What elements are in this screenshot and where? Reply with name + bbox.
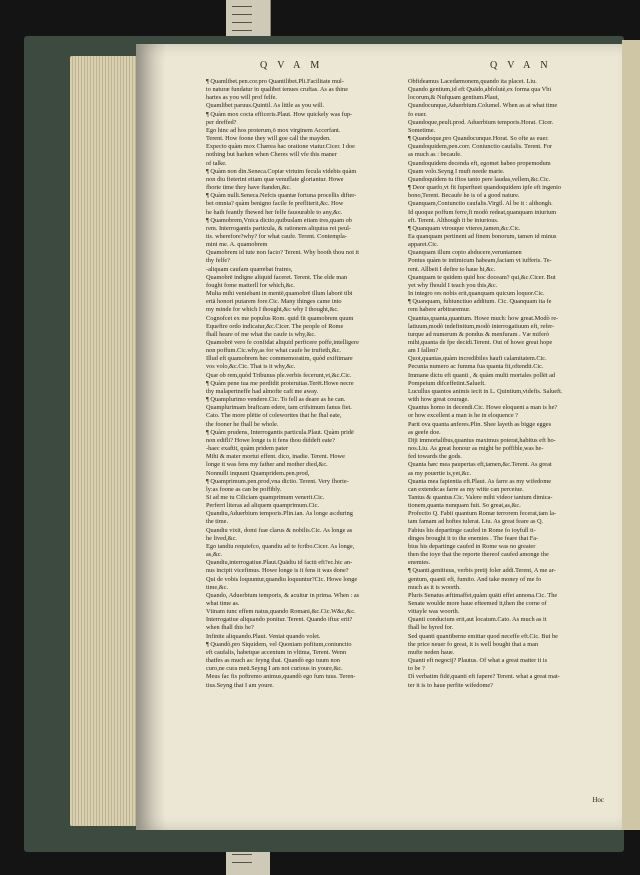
text-line: Sometime. xyxy=(408,126,436,134)
text-line: thatfes as much as: feyng that. Quandò ego tuum non xyxy=(206,657,340,665)
text-line: rent. Allbeit I defire to haue hi,&c. xyxy=(408,265,496,273)
text-line: per dreffed? xyxy=(206,118,237,126)
text-line: Quando, Aduerbium temporis, & acuitur in prima. When : as xyxy=(206,591,360,599)
text-line: Quando gentium,id eft Quādo,abfolutè,ex forma qua Vbi xyxy=(408,86,552,94)
text-line: bius his departinge caufed in Rome was no greater xyxy=(408,542,536,550)
text-line: vos volo,&c.Cic. That is it why,&c. xyxy=(206,363,296,371)
text-line: Infinite aliquando.Plaut. Veniat quando volet. xyxy=(206,632,321,640)
running-header-left: QVAM xyxy=(260,60,330,71)
text-line: Cato. The more plētie of coleworttes that he fhal eate, xyxy=(206,412,342,420)
text-line: Quamplurimam braficam edere, tam crifsimum fanus fiet. xyxy=(206,404,352,412)
text-line: fed towards the gods. xyxy=(408,453,462,461)
text-line: Pecunia numero ac fumma fua quanta fit,oftendit.Cic. xyxy=(408,363,544,371)
text-line: latiuum,modò indefinitum,modò interrogatiuum eft, refer- xyxy=(408,322,555,330)
text-line: much as it is woorth. xyxy=(408,583,461,591)
text-line: the time. xyxy=(206,518,229,526)
text-line: Quantus,quanta,quantum. Howe much: how great.Modò re- xyxy=(408,314,559,322)
text-line: Quot,quantas,quàm incredibiles hauft calamitatem.Cic. xyxy=(408,355,547,363)
text-line: Expecto quàm mox Chærea hac oratione vtatur.Cicer. I doe xyxy=(206,143,355,151)
text-line: yet why fhould I teach you this,&c. xyxy=(408,281,498,289)
text-line: thy malapertneffe had almofte caft me away. xyxy=(206,387,319,395)
text-line: ¶ Deor quæfo,vt fit fuperfteet quandoquidem ipfe eft ingenio xyxy=(408,184,562,192)
text-line: ¶ Quandò,pro Siquidem, vel Quoniam pofitum,coniunctio xyxy=(206,640,352,648)
text-line: ly:as foone as can be poffibly. xyxy=(206,485,282,493)
text-line: Profectio Q. Fabii quantum Romæ terrorem fecerat,tam la- xyxy=(408,510,557,518)
text-line: ¶ Quàm pene tua me perdidit proteruitas.Terēt.Howe necre xyxy=(206,379,354,387)
text-line: fo euer. xyxy=(408,110,427,118)
text-line: Quandoquidem,pen.corr. Coniunctio caufalis. Terent. For xyxy=(408,143,553,151)
text-line: eft caufalis, habetque accentum in vltima, Terent. Wenn xyxy=(206,648,347,656)
text-line: ¶ Quanquam, fubiunctiuo additum. Cic. Quanquam ita fe xyxy=(408,298,552,306)
text-line: Ea quanquam pertinent ad finem bonorum, tamen id minus xyxy=(408,232,557,240)
text-line: Lucullus quantos animis iecit in L. Quintium,videfis. Salueft. xyxy=(408,387,563,395)
text-line: fought fome matterll for which,&c. xyxy=(206,281,295,289)
text-line: Quanti conducium erit,aut locatum.Cato. As much as it xyxy=(408,616,547,624)
text-line: fhorte time they have ftanden,&c. xyxy=(206,184,291,192)
text-line: curo,ne cura meū.Seyng I am not curious in youre,&c. xyxy=(206,665,343,673)
text-line: Fabius his departinge caufed in Rome fo ioyfull ti- xyxy=(408,526,536,534)
text-line: Quamobrem id tute non facio? Terent. Why booth thou not it xyxy=(206,249,360,257)
text-line: Quandocunque,Aduerbium.Columel. When as at what time xyxy=(408,102,558,110)
text-line: Mihi & mater mortui effent. dico, inadie. Terent. Howe xyxy=(206,453,345,461)
text-line: Nonnulli inquunt Quampridem.pen.prod, xyxy=(206,469,310,477)
page-edges xyxy=(70,56,140,826)
text-line: non poffum.Cic.why,as for what caufe he trufteth,&c. xyxy=(206,347,341,355)
text-line: Quandiu,Aduerbium temporis.Plin.ian. As longe as:during xyxy=(206,510,353,518)
running-header-right: QVAN xyxy=(490,60,558,71)
text-line: Quandiu,interrogatiue.Plaut.Quādiu id factū eft?ec.hic an- xyxy=(206,559,353,567)
text-line: Tantus & quantus.Cic. Valere mihi videor tantum dimica- xyxy=(408,493,553,501)
text-line: Quanta mea fapientia eft.Plaut. As farre as my wifedome xyxy=(408,477,552,485)
text-line: Si ad me tu Ciliciam quamprimum venerit.Cic. xyxy=(206,493,325,501)
text-line: ertā honori putarem fore.Cic. Many thinges came into xyxy=(206,298,342,306)
text-line: tius.Seyng that I am youre. xyxy=(206,681,274,689)
text-line: to naturæ fundatur in qualibet tenues cruftas. As as thine xyxy=(206,86,348,94)
text-line: non diu fieterint etiam quæ venuflate gloriantur. Howe xyxy=(206,175,344,183)
text-line: mihi,quanta de fpe decidi.Terent. Out of howe great hope xyxy=(408,339,553,346)
text-line: gentum, quanti eft, fumito. And take money of me fo xyxy=(408,575,542,583)
text-line: the fooner he fhall be whole. xyxy=(206,420,279,428)
text-line: ¶ Quàm prudens, Interrogantis particula.Plaut. Quàm pridē xyxy=(206,428,354,436)
text-line: Interrogatiue aliquando ponitur. Terent. Quando iftuc erit? xyxy=(206,616,353,624)
text-line: Multa mihi veniebant in mentē,quamobrē illum laborē tibi xyxy=(206,290,353,298)
text-line: non edifli? Howe longe is it fens thou diddeft eate? xyxy=(206,436,335,444)
text-line: Illud eft quamobrem hec commemoratim, quòd exiftimare xyxy=(206,355,353,363)
facing-page-edge xyxy=(622,40,640,830)
book-page xyxy=(136,44,622,830)
text-line: turque ad numerum & pondus & menfuram . Væ miferò xyxy=(408,330,550,338)
text-line: Immane dictu eft quanti , & quàm multi mortales pollēt ad xyxy=(408,371,556,379)
text-line: enemies. xyxy=(408,559,431,567)
text-line: ¶ Quandoque,pro Quandocunque.Horat. So ofte as euer. xyxy=(408,135,549,143)
text-line: apparet.Cic. xyxy=(408,241,439,249)
text-line: with how great courage. xyxy=(408,396,469,404)
text-line: ¶ Quamplurimo vendere.Cic. To fell as deare as he can. xyxy=(206,396,346,404)
text-line: am I fallen? xyxy=(408,347,439,355)
catchword: Hoc xyxy=(592,796,604,804)
text-line: Quandoquidem tu iftos tanto pere laudas,vellem,&c.Cic. xyxy=(408,175,551,183)
text-line: Quantus homo in decendi.Cic. Howe eloquent a man is he? xyxy=(408,404,558,412)
text-line: ¶ Quamobrem,Vnica dictio,quibuslam etiam tres,quam ob xyxy=(206,216,352,224)
text-line: tionem,quanta nunquam fuit. So great,as,&c. xyxy=(408,502,521,510)
text-line: mufte neden haue. xyxy=(408,648,455,656)
text-line: Diji immortalibus,quantus maximus poterat,habitus eft ho- xyxy=(408,436,556,444)
text-line: Quanquam illum copio abducere,veruntamen xyxy=(408,249,522,257)
text-line: vittayle was woorth. xyxy=(408,608,460,616)
text-line: nus incipit vicefimus. Howe longe is it fens it was done? xyxy=(206,567,349,575)
text-line: ¶ Quàm non din.Seneca.Copiæ virtuim fecula videbis quàm xyxy=(206,167,357,175)
text-line: Perferri literas ad aliquem quamprimum.Cic. xyxy=(206,502,319,510)
text-line: as much as : becaufe. xyxy=(408,151,462,159)
text-line: Vtinam tunc effem natus,quando Romani,&c.Cic.W&c,&c. xyxy=(206,608,356,616)
text-line: when fhall this be? xyxy=(206,624,254,632)
text-line: as my pouertie is,yet,&c. xyxy=(408,469,471,477)
text-line: hartes as you will prof felfe. xyxy=(206,94,277,102)
text-line: Qui de vobis loquuntur,quandiu loquuntur?Cic. Howe longe xyxy=(206,575,358,583)
text-line: Quam volo.Seyng I muft neede marie. xyxy=(408,167,505,175)
text-line: ¶ Quàm nulli.Seneca.Nefcis quantæ fortuna procellis difter- xyxy=(206,192,357,200)
text-line: Quandoque,peult.prod. Aduerbium temporis.Horat. Cicer. xyxy=(408,118,554,126)
text-line: Parit ova quanta anferes.Plin. Shee layeth as bigge egges xyxy=(408,420,552,428)
text-line: dinges brought it to the enemies . The feare that Fa- xyxy=(408,534,539,542)
text-line: of talke. xyxy=(206,159,227,167)
text-line: Equeftre ordo indicatur,&c.Cicer. The people of Rome xyxy=(206,322,344,330)
text-line: eft. Terent. Although it be iniurious. xyxy=(408,216,499,224)
left-column xyxy=(206,78,398,690)
text-line: as geefe doe. xyxy=(408,428,441,436)
text-line: -haec exaftit, quàm pridem pater xyxy=(206,445,288,453)
text-line: what time as. xyxy=(206,600,240,607)
text-line: as,&c. xyxy=(206,551,223,559)
text-line: bono,Terent. Becaufe he is of a good nature. xyxy=(408,192,520,200)
text-line: locorum,& Nufquam gentium.Plaut, xyxy=(408,94,500,102)
text-line: Quamobrē vero fe confidat aliquid perficere poffe,intelligere xyxy=(206,339,359,346)
text-line: Terent. How foone they will goe call the mayden. xyxy=(206,135,331,143)
text-line: or how excellent a man is he in eloquence ? xyxy=(408,412,518,420)
text-line: tis. wherefore?why? for what caufe. Terent. Contempla- xyxy=(206,232,347,240)
gutter-shadow xyxy=(136,44,166,830)
text-line: tam famam ad hoftes tulerat. Liu. As great feare as Q. xyxy=(408,518,544,526)
text-line: Quanti eft negocij? Plautus. Of what a great matter it is xyxy=(408,657,548,665)
text-line: Id quoque poffum ferre,fi modò redeat,quanquam iniurium xyxy=(408,208,557,216)
text-line: he lived,&c. xyxy=(206,534,237,542)
text-line: thy felfe? xyxy=(206,257,230,265)
text-line: the price neuer fo great, it is well bought that a man xyxy=(408,640,539,648)
text-line: fhall heare of me what the caufe is why,&c. xyxy=(206,330,316,338)
text-line: Dì verbatim fidē,quanti eft fapere? Terent. what a great mat- xyxy=(408,673,560,681)
text-line: ¶ Quamprimum.pen.prod,vna dictio. Terent. Very fhorte- xyxy=(206,477,349,485)
text-line: Meus fac fis poftremo animus,quandò ego fum tuus. Teren- xyxy=(206,673,356,681)
text-line: Pompeium difceffetint.Salueft. xyxy=(408,379,486,387)
text-line: Quandiu vixit, domi fuæ clarus & nobilis.Cic. As longe as xyxy=(206,526,353,534)
text-line: Quamobrē indigne aliquid faceret. Terent. The elde man xyxy=(206,273,348,281)
text-line: Ego tandiu requiefco, quandiu ad te fcribo.Cicer. As longe, xyxy=(206,542,355,550)
text-line: ¶ Quanti.genitiuus, verbis pretij foler addi.Terent, A me ar- xyxy=(408,567,556,575)
text-line: Pontus quàm te intimicum habeam,faciam vt iufferis. Te- xyxy=(408,257,552,265)
text-line: Quamlibet paruus.Quintil. As little as you will. xyxy=(206,102,325,110)
text-line: then the ioye that the reporte thereof caufed amonge the xyxy=(408,551,549,559)
text-line: In integro res nobis erit,quanquam quicum loquor.Cic. xyxy=(408,290,545,298)
text-line: nos.Liu. As great honour as might be poffible,was he- xyxy=(408,445,544,453)
text-line: ¶ Quamlibet.pen.cor.pro Quantilibet.Pli.Facilitate mul- xyxy=(206,78,344,85)
text-line: he hath feantly fhewed her felfe fauourable to any,&c. xyxy=(206,208,343,216)
text-line: to be ? xyxy=(408,665,425,673)
right-column xyxy=(408,78,608,690)
text-line: mini me. A. quamobrem xyxy=(206,241,268,249)
text-line: nothing but harken when Cheres will vfe this maner xyxy=(206,151,337,159)
text-line: Quanquam,Coniunctio caufalis.Virgil. Al be it : althongh. xyxy=(408,200,553,208)
text-line: Quæ ob rem,quòd Tribunus ple.verbis fecerunt,vt,&c.Cic. xyxy=(206,371,352,379)
text-line: Quanta hæc mea paupertas eft,tamen,&c.Terent. As great xyxy=(408,461,552,469)
text-line: Quandoquidem decenda eft, egomet habeo propemodum xyxy=(408,159,551,167)
text-line: rem habere arbitraremur. xyxy=(408,306,471,314)
text-line: time,&c. xyxy=(206,583,229,591)
text-line: Ego hinc ad hos proterum,ō mox virginem Accerfant. xyxy=(206,126,341,134)
text-line: longe it was fens my father and mother died,&c. xyxy=(206,461,328,469)
text-line: bet omnia? quàm benigno facile fe prefliterit,&c. How xyxy=(206,200,344,208)
text-line: my minde for which I thought,&c why I thought,&c. xyxy=(206,306,339,314)
text-line: Senate woulde more haue efteemed it,then the corne of xyxy=(408,600,547,607)
text-line: ¶ Quàm mox cocta efficeris.Plaut. How quickely was fup- xyxy=(206,110,353,118)
text-line: Sed quanti quantiberne emittar quod neceffe eft.Cic. But be xyxy=(408,632,558,640)
text-line: Cognofcet ex me populus Rom. quid fit quamobrem quum xyxy=(206,314,354,322)
text-line: rem. Interrogantis particula, & rationem aliquius rei peul- xyxy=(206,224,351,232)
text-line: ¶ Quanquam vtrouque viteres,tamen,&c.Cic. xyxy=(408,224,521,232)
text-line: Quanquam te quidem quid hoc doceam? qui,&c.Cicer. But xyxy=(408,273,556,281)
text-line: ter it is to haue perfite wifedome? xyxy=(408,681,493,689)
text-line: Pluris Senatus æftimaffet,quàm quāti effet annona.Cic. The xyxy=(408,591,558,599)
text-line: fhall be hyred for. xyxy=(408,624,454,632)
text-line: can extende:as farre as my witte can perceiue. xyxy=(408,485,524,493)
text-line: Obfideamus Lacedæmonem,quando ita placet. Liu. xyxy=(408,78,537,85)
text-line: -aliquam caufam quærebat fratres, xyxy=(206,265,293,273)
